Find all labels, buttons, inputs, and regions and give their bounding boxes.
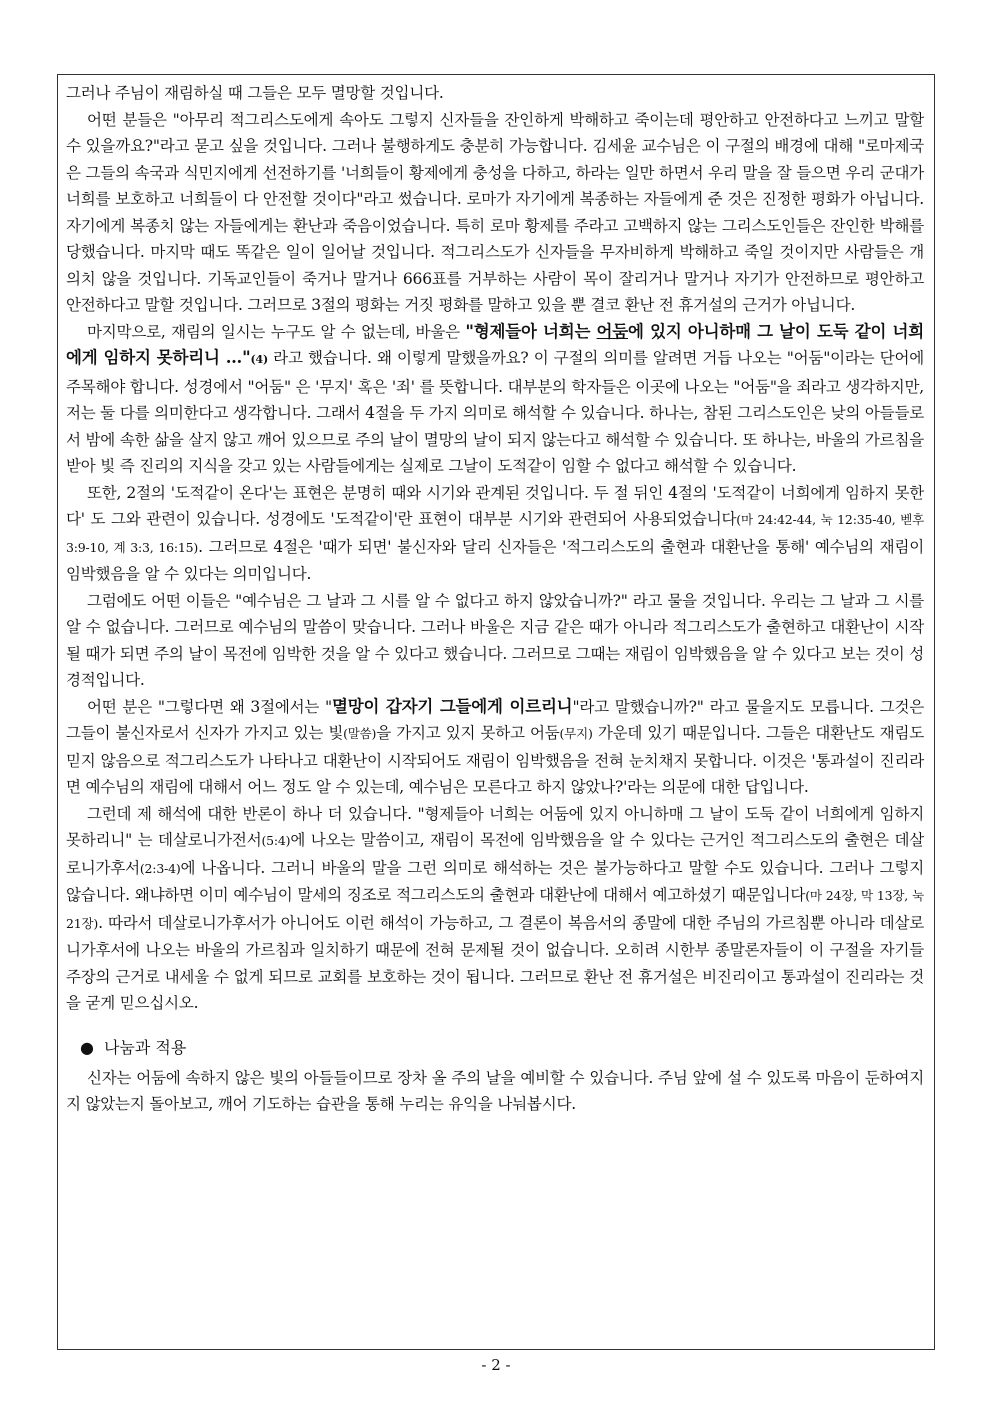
section-text: 신자는 어둠에 속하지 않은 빛의 아들들이므로 장차 올 주의 날을 예비할 수 있습니다. 주님 앞에 설 수 있도록 마음이 둔하여지지 않았는지 돌아보고, 깨어 기도하는 습관을 통해 누리는 유익을 나눠봅시다. xyxy=(66,1068,924,1113)
paragraph-4 xyxy=(66,480,924,588)
scripture-quote-part-b: 에 있지 아니하매 그 날이 도둑 같이 너희에게 임하지 못하리니 …" xyxy=(66,321,924,367)
page-number: - 2 - xyxy=(481,1356,511,1374)
paragraph-3-intro: 마지막으로, 재림의 일시는 누구도 알 수 없는데, 바울은 xyxy=(87,322,466,341)
paragraph-2: 어떤 분들은 "아무리 적그리스도에게 속아도 그렇지 신자들을 잔인하게 박해하고 죽이는데 평안하고 안전하다고 느끼고 말할 수 있을까요?"라고 묻고 싶을 것입니다. 그러나 불행하게도 충분히 가능합니다. 김세윤 교수님은 이 구절의 배경에 대해 "로마제국은 그들의 속국과 식민지에게 선전하기를 '너희들이 황제에게 충성을 다하고, 하라는 일만 하면서 우리 말을 잘 들으면 우리 군대가 너희를 보호하고 너희들이 다 안전할 것이다"라고 썼습니다. 로마가 자기에게 복종하는 자들에게 준 것은 진정한 평화가 아닙니다. 자기에게 복종치 않는 자들에게는 환난과 죽음이었습니다. 특히 로마 황제를 주라고 고백하지 않는 그리스도인들은 잔인한 박해를 당했습니다. 마지막 때도 똑같은 일이 일어날 것입니다. 적그리스도가 신자들을 무자비하게 박해하고 죽일 것이지만 사람들은 개의치 않을 것입니다. 기독교인들이 죽거나 말거나 666표를 거부하는 사람이 목이 잘리거나 말거나 자기가 안전하므로 평안하고 안전하다고 말할 것입니다. 그러므로 3절의 평화는 거짓 평화를 말하고 있을 뿐 결코 환난 전 휴거설의 근거가 아닙니다. xyxy=(66,110,924,314)
section-title: 나눔과 적용 xyxy=(103,1037,187,1057)
note-ignorance: (무지) xyxy=(559,726,593,741)
paragraph-7-mid2: 에 나옵니다. 그러니 바울의 말을 그런 의미로 해석하는 것은 불가능하다고 말할 수도 있습니다. 그러나 그렇지 않습니다. 왜냐하면 이미 예수님이 말세의 징조로 적그리스도의 출현과 대환난에 대해서 예고하셨기 때문입니다 xyxy=(66,858,924,904)
paragraph-6 xyxy=(66,694,924,801)
ref-1thess: (5:4) xyxy=(261,833,291,848)
paragraph-7-body: . 따라서 데살로니가후서가 아니어도 이런 해석이 가능하고, 그 결론이 복음서의 종말에 대한 주님의 가르침뿐 아니라 데살로니가후서에 나오는 바울의 가르침과 일치하기 때문에 전혀 문제될 것이 없습니다. 오히려 시한부 종말론자들이 이 구절을 자기들 주장의 근거로 내세울 수 없게 되므로 교회를 보호하는 것이 됩니다. 그러므로 환난 전 휴거설은 비진리이고 통과설이 진리라는 것을 굳게 믿으십시오. xyxy=(66,913,924,1012)
paragraph-1: 그러나 주님이 재림하실 때 그들은 모두 멸망할 것입니다. xyxy=(66,84,444,102)
paragraph-6-mid2: 을 가지고 있지 못하고 어둠 xyxy=(376,724,560,742)
paragraph-3 xyxy=(66,319,924,480)
paragraph-7 xyxy=(66,801,924,1017)
paragraph-6-mid: "라고 말했습니까?" 라고 물을지도 모릅니다. 그것은 그들이 불신자로서 신자가 가지고 있는 빛 xyxy=(66,697,924,742)
paragraph-7-mid: 에 나오는 말씀이고, 재림이 목전에 임박했음을 알 수 있다는 근거인 적그리스도의 출현은 데살로니가후서 xyxy=(66,831,924,877)
paragraph-4-intro: 또한, 2절의 '도적같이 온다'는 표현은 분명히 때와 시기와 관계된 것입니다. 두 절 뒤인 4절의 '도적같이 너희에게 임하지 못한다' 도 그와 관련이 있습니다. 성경에도 '도적같이'란 표현이 대부분 시기와 관련되어 사용되었습니다 xyxy=(66,483,924,528)
paragraph-6-body: 가운데 있기 때문입니다. 그들은 대환난도 재림도 믿지 않음으로 적그리스도가 나타나고 대환난이 시작되어도 재림이 임박했음을 전혀 눈치채지 못합니다. 이것은 '통과설이 진리라면 예수님의 재림에 대해서 어느 정도 알 수 있는데, 예수님은 모른다고 하지 않았나?'라는 의문에 대한 답입니다. xyxy=(66,724,924,796)
bold-quote: 멸망이 갑자기 그들에게 이르리니 xyxy=(331,696,573,716)
paragraph-6-intro: 어떤 분은 "그렇다면 왜 3절에서는 " xyxy=(87,697,332,716)
scripture-quote-part-a: "형제들아 너희는 xyxy=(465,321,597,341)
bullet-icon: ● xyxy=(80,1037,94,1057)
verse-reference: (4) xyxy=(250,353,268,366)
paragraph-3-body: 라고 했습니다. 왜 이렇게 말했을까요? 이 구절의 의미를 알려면 거듭 나오는 "어둠"이라는 단어에 주목해야 합니다. 성경에서 "어둠" 은 '무지' 혹은 '죄' 를 뜻합니다. 대부분의 학자들은 이곳에 나오는 "어둠"을 죄라고 생각하지만, 저는 둘 다를 의미한다고 생각합니다. 그래서 4절을 두 가지 의미로 해석할 수 있습니다. 하나는, 참된 그리스도인은 낮의 아들들로서 밤에 속한 삶을 살지 않고 깨어 있으므로 주의 날이 멸망의 날이 되지 않는다고 해석할 수 있습니다. 또 하나는, 바울의 가르침을 받아 빛 즉 진리의 지식을 갖고 있는 사람들에게는 실제로 그날이 도적같이 임할 수 없다고 해석할 수 있습니다. xyxy=(66,349,924,475)
section-heading xyxy=(80,1035,924,1061)
cross-references: (마 24:42-44, 눅 12:35-40, 벧후 3:9-10, 계 3:3, 16:15) xyxy=(66,512,924,555)
note-word: (말씀) xyxy=(343,726,377,741)
paragraph-7-intro: 그런데 제 해석에 대한 반론이 하나 더 있습니다. "형제들아 너희는 어둠에 있지 아니하매 그 날이 도둑 같이 너희에게 임하지 못하리니" 는 데살로니가전서 xyxy=(66,804,924,849)
paragraph-4-body: . 그러므로 4절은 '때가 되면' 불신자와 달리 신자들은 '적그리스도의 출현과 대환난을 통해' 예수님의 재림이 임박했음을 알 수 있다는 의미입니다. xyxy=(66,537,924,583)
ref-gospels: (마 24장, 막 13장, 눅 21장) xyxy=(66,888,924,931)
paragraph-5: 그럼에도 어떤 이들은 "예수님은 그 날과 그 시를 알 수 없다고 하지 않았습니까?" 라고 물을 것입니다. 우리는 그 날과 그 시를 알 수 없습니다. 그러므로 예수님의 말씀이 맞습니다. 그러나 바울은 지금 같은 때가 아니라 적그리스도가 출현하고 대환난이 시작될 때가 되면 주의 날이 목전에 임박한 것을 알 수 있다고 했습니다. 그러므로 그때는 재림이 임박했음을 알 수 있다고 보는 것이 성경적입니다. xyxy=(66,591,924,689)
ref-2thess: (2:3-4) xyxy=(139,860,181,876)
document-body xyxy=(66,80,924,1118)
scripture-quote-underlined: 어둠 xyxy=(596,321,629,341)
